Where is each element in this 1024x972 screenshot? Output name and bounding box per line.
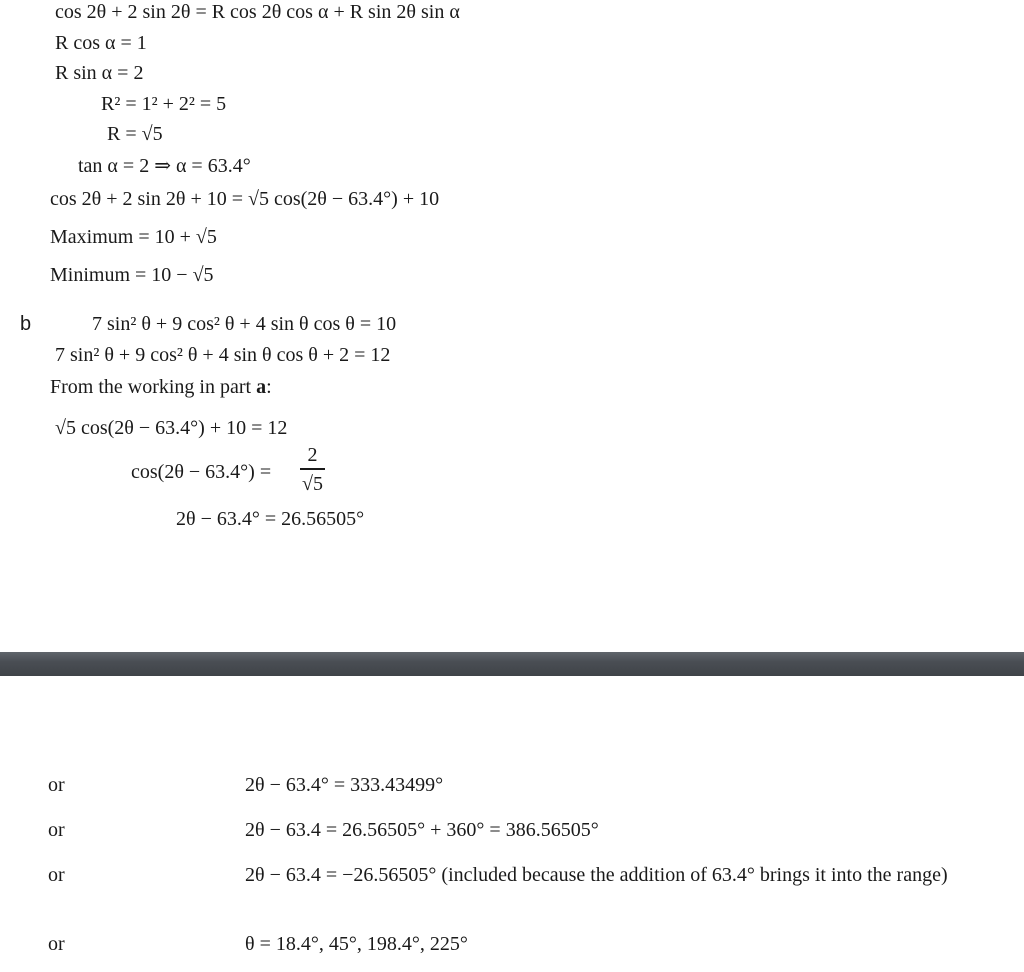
part-b-equation-2-left: cos(2θ − 63.4°) = — [131, 461, 272, 483]
part-a-line-7: cos 2θ + 2 sin 2θ + 10 = √5 cos(2θ − 63.4°) + 10 — [50, 188, 440, 210]
fraction-denominator: √5 — [302, 472, 323, 495]
or-equation-1: 2θ − 63.4° = 333.43499° — [245, 774, 444, 796]
part-b-line-2: 7 sin² θ + 9 cos² θ + 4 sin θ cos θ + 2 = 12 — [55, 344, 391, 366]
part-b-line-1: 7 sin² θ + 9 cos² θ + 4 sin θ cos θ = 10 — [92, 313, 397, 335]
fraction-numerator: 2 — [307, 444, 318, 466]
minimum-line: Minimum = 10 − √5 — [50, 264, 214, 286]
part-a-line-5: R = √5 — [107, 123, 163, 145]
part-a-line-4: R² = 1² + 2² = 5 — [101, 93, 227, 115]
page-divider — [0, 652, 1024, 676]
part-b-equation-3: 2θ − 63.4° = 26.56505° — [176, 508, 365, 530]
or-equation-3: 2θ − 63.4 = −26.56505° (included because the addition of 63.4° brings it into the range) — [245, 864, 948, 886]
or-equation-2: 2θ − 63.4 = 26.56505° + 360° = 386.56505° — [245, 819, 599, 841]
or-label-4: or — [48, 933, 65, 955]
part-a-line-3: R sin α = 2 — [55, 62, 144, 84]
fraction-2-over-root5 — [300, 444, 325, 495]
part-b-equation-1: √5 cos(2θ − 63.4°) + 10 = 12 — [55, 417, 288, 439]
fraction-bar — [300, 468, 325, 470]
from-working-prefix: From the working in part — [50, 376, 257, 398]
or-label-2: or — [48, 819, 65, 841]
part-a-line-6: tan α = 2 ⇒ α = 63.4° — [78, 155, 251, 177]
from-working-colon: : — [266, 376, 272, 398]
part-a-reference: a — [256, 376, 267, 398]
part-b-label: b — [20, 313, 32, 335]
or-label-3: or — [48, 864, 65, 886]
final-solutions: θ = 18.4°, 45°, 198.4°, 225° — [245, 933, 468, 955]
maximum-line: Maximum = 10 + √5 — [50, 226, 217, 248]
part-a-line-1: cos 2θ + 2 sin 2θ = R cos 2θ cos α + R sin 2θ sin α — [55, 1, 460, 23]
from-working-text — [50, 375, 272, 399]
part-a-line-2: R cos α = 1 — [55, 32, 147, 54]
or-label-1: or — [48, 774, 65, 796]
